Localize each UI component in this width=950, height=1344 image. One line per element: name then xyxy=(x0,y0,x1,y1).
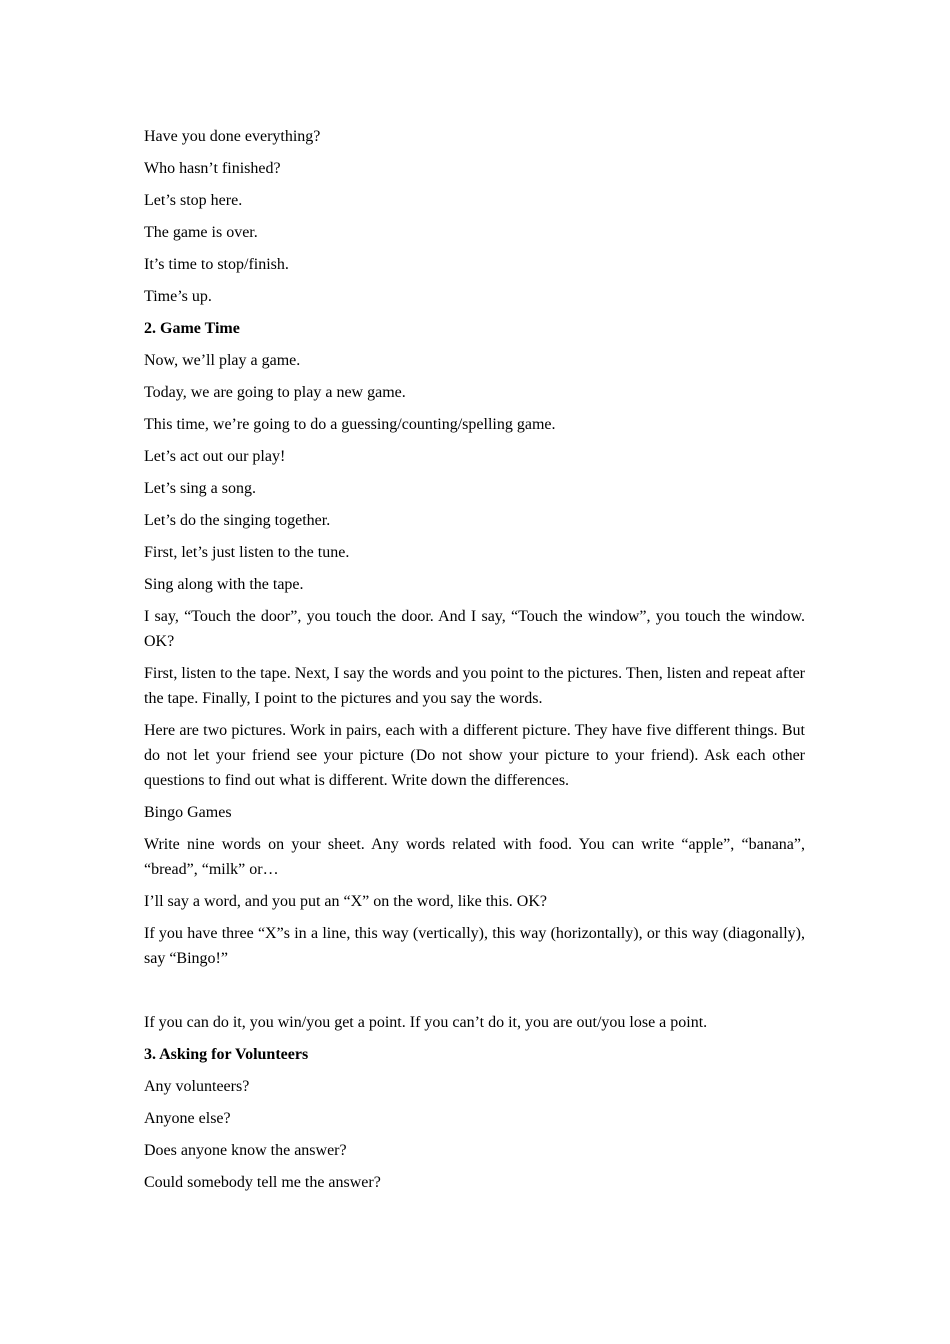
body-paragraph: Let’s stop here. xyxy=(144,192,243,209)
section-heading: 2. Game Time xyxy=(144,320,240,337)
section-heading: 3. Asking for Volunteers xyxy=(144,1046,309,1063)
body-paragraph: Bingo Games xyxy=(144,804,232,821)
body-paragraph: I say, “Touch the door”, you touch the door. And I say, “Touch the window”, you touch the window. OK? xyxy=(144,608,805,650)
body-paragraph: Let’s act out our play! xyxy=(144,448,286,465)
body-paragraph: Sing along with the tape. xyxy=(144,576,304,593)
body-paragraph: Anyone else? xyxy=(144,1110,231,1127)
body-paragraph: Now, we’ll play a game. xyxy=(144,352,301,369)
body-paragraph: This time, we’re going to do a guessing/counting/spelling game. xyxy=(144,416,556,433)
body-paragraph: Let’s do the singing together. xyxy=(144,512,331,529)
body-paragraph: Does anyone know the answer? xyxy=(144,1142,347,1159)
body-paragraph: If you can do it, you win/you get a point. If you can’t do it, you are out/you lose a point. xyxy=(144,1014,708,1031)
body-paragraph: Today, we are going to play a new game. xyxy=(144,384,406,401)
body-paragraph: Write nine words on your sheet. Any words related with food. You can write “apple”, “banana”, “bread”, “milk” or… xyxy=(144,836,805,878)
body-paragraph: Could somebody tell me the answer? xyxy=(144,1174,381,1191)
blank-line xyxy=(144,978,805,1010)
body-paragraph: Have you done everything? xyxy=(144,128,321,145)
body-paragraph: It’s time to stop/finish. xyxy=(144,256,289,273)
body-paragraph: Any volunteers? xyxy=(144,1078,250,1095)
body-paragraph: Let’s sing a song. xyxy=(144,480,256,497)
body-paragraph: Time’s up. xyxy=(144,288,212,305)
body-paragraph: First, let’s just listen to the tune. xyxy=(144,544,350,561)
body-paragraph: First, listen to the tape. Next, I say the words and you point to the pictures. Then, listen and repeat after the tape. Finally, I point to the pictures and you say the words. xyxy=(144,665,805,707)
body-paragraph: I’ll say a word, and you put an “X” on the word, like this. OK? xyxy=(144,893,548,910)
body-paragraph: If you have three “X”s in a line, this way (vertically), this way (horizontally), or this way (diagonally), say “Bingo!” xyxy=(144,925,805,967)
document-page xyxy=(144,124,805,1202)
body-paragraph: Here are two pictures. Work in pairs, each with a different picture. They have five different things. But do not let your friend see your picture (Do not show your picture to your friend). Ask each other questions to find out what is different. Write down the differences. xyxy=(144,722,805,789)
body-paragraph: Who hasn’t finished? xyxy=(144,160,281,177)
body-paragraph: The game is over. xyxy=(144,224,258,241)
